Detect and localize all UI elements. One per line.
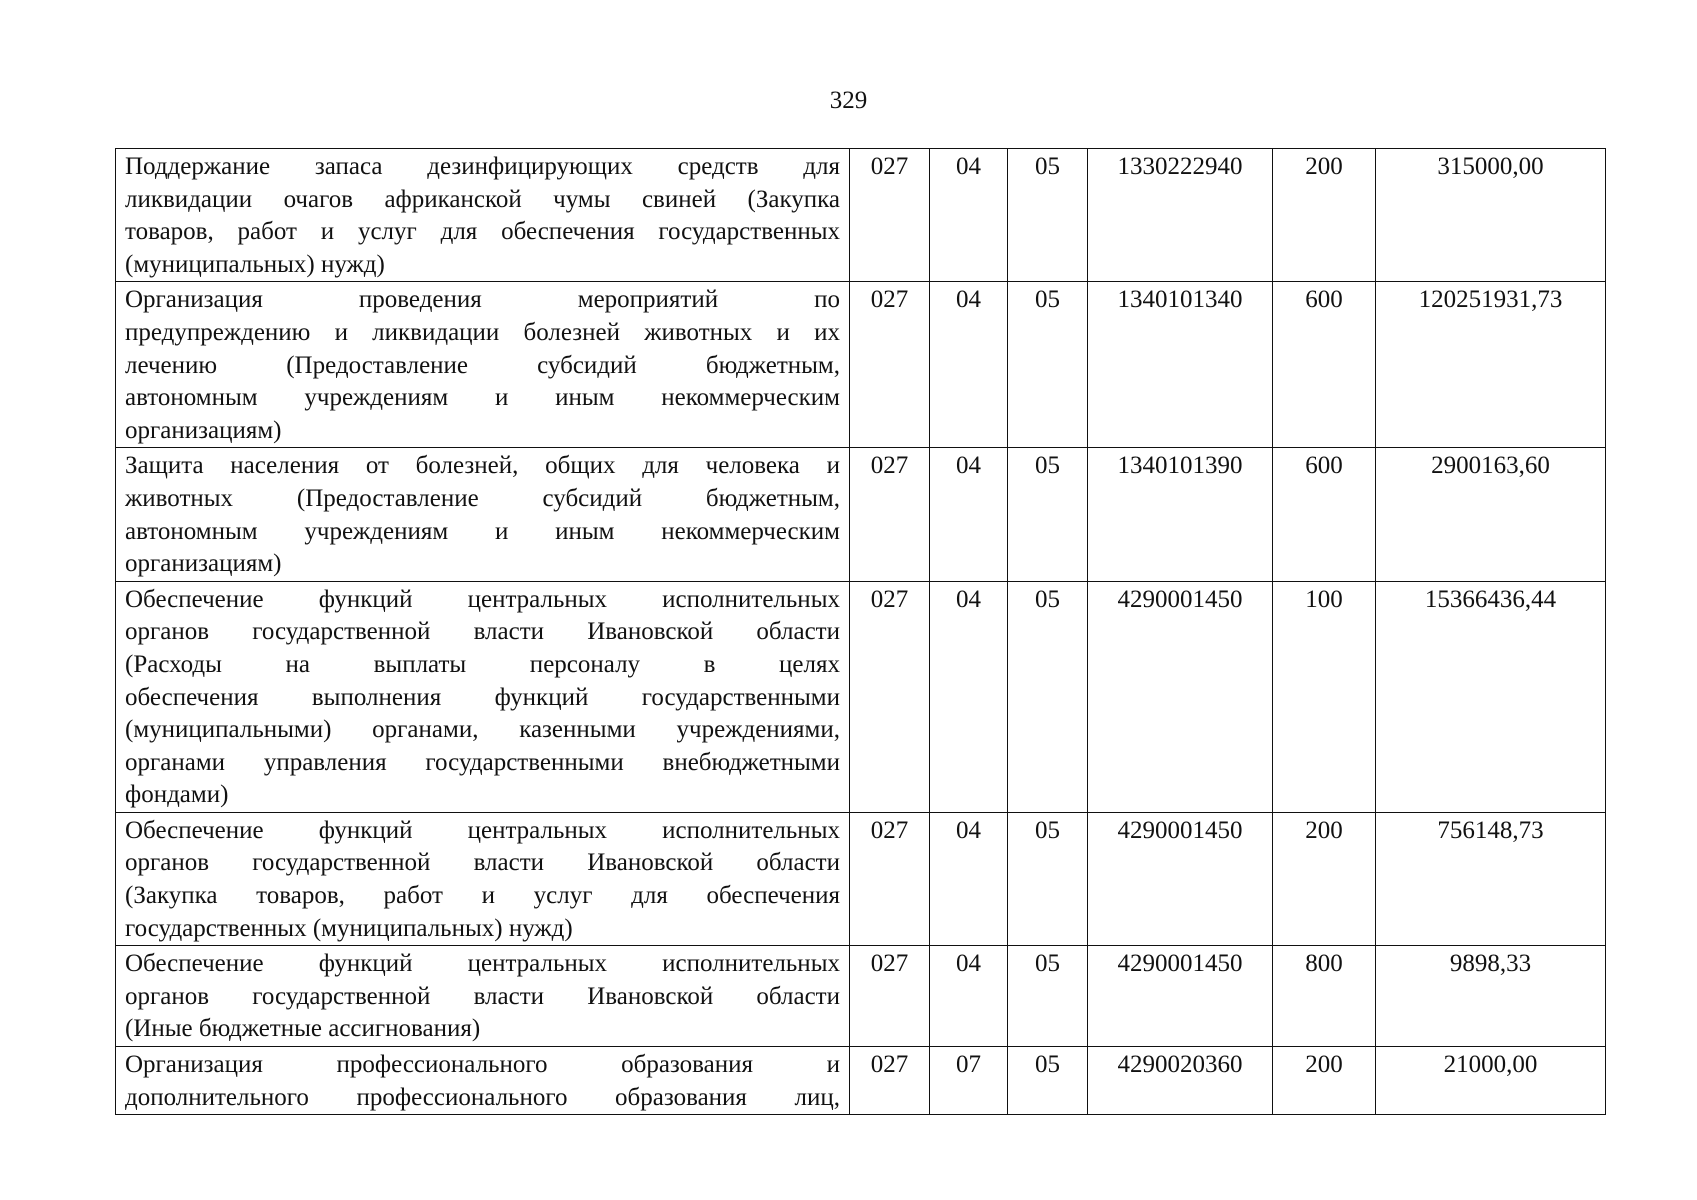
subsection-code-cell: 05 <box>1008 946 1088 1047</box>
amount-cell: 2900163,60 <box>1376 448 1606 581</box>
description-line: предупреждению и ликвидации болезней животных и их <box>125 318 840 346</box>
ministry-code-cell: 027 <box>850 448 930 581</box>
section-code-cell: 04 <box>930 946 1008 1047</box>
description-line: Организация профессионального образования и <box>125 1051 840 1079</box>
amount-cell: 15366436,44 <box>1376 581 1606 812</box>
description-line: (Иные бюджетные ассигнования) <box>125 1015 481 1043</box>
description-line: лечению (Предоставление субсидий бюджетным, <box>125 351 840 379</box>
target-article-cell: 4290020360 <box>1088 1047 1273 1115</box>
target-article-cell: 1340101390 <box>1088 448 1273 581</box>
description-line: Поддержание запаса дезинфицирующих средств для <box>125 153 840 180</box>
ministry-code-cell: 027 <box>850 812 930 945</box>
amount-cell: 120251931,73 <box>1376 282 1606 448</box>
table-row <box>116 1047 1606 1115</box>
ministry-code-cell: 027 <box>850 1047 930 1115</box>
target-article-cell: 1340101340 <box>1088 282 1273 448</box>
expense-type-cell: 200 <box>1273 812 1376 945</box>
section-code-cell: 04 <box>930 581 1008 812</box>
subsection-code-cell: 05 <box>1008 1047 1088 1115</box>
subsection-code-cell: 05 <box>1008 812 1088 945</box>
description-line: товаров, работ и услуг для обеспечения государственных <box>125 218 840 246</box>
budget-table <box>115 148 1606 1115</box>
description-line: органов государственной власти Ивановской области <box>125 849 840 877</box>
description-line: Обеспечение функций центральных исполнительных <box>125 950 840 978</box>
description-line: Организация проведения мероприятий по <box>125 286 840 314</box>
description-line: фондами) <box>125 781 229 809</box>
description-cell <box>116 448 850 581</box>
ministry-code-cell: 027 <box>850 946 930 1047</box>
description-line: организациям) <box>125 416 282 444</box>
subsection-code-cell: 05 <box>1008 282 1088 448</box>
subsection-code-cell: 05 <box>1008 149 1088 282</box>
target-article-cell: 4290001450 <box>1088 581 1273 812</box>
description-line: (Закупка товаров, работ и услуг для обеспечения <box>125 882 840 910</box>
ministry-code-cell: 027 <box>850 282 930 448</box>
description-cell <box>116 581 850 812</box>
table-row <box>116 581 1606 812</box>
description-line: Защита населения от болезней, общих для человека и <box>125 452 840 480</box>
expense-type-cell: 600 <box>1273 282 1376 448</box>
description-line: обеспечения выполнения функций государственными <box>125 683 840 711</box>
description-line: Обеспечение функций центральных исполнительных <box>125 816 840 844</box>
description-line: (муниципальными) органами, казенными учреждениями, <box>125 716 840 744</box>
description-line: дополнительного профессионального образования лиц, <box>125 1083 840 1111</box>
subsection-code-cell: 05 <box>1008 448 1088 581</box>
description-line: (Расходы на выплаты персоналу в целях <box>125 650 840 678</box>
description-line: автономным учреждениям и иным некоммерческим <box>125 384 840 412</box>
description-cell <box>116 946 850 1047</box>
description-line: животных (Предоставление субсидий бюджетным, <box>125 484 840 512</box>
amount-cell: 9898,33 <box>1376 946 1606 1047</box>
description-cell <box>116 149 850 282</box>
description-line: государственных (муниципальных) нужд) <box>125 914 573 942</box>
target-article-cell: 1330222940 <box>1088 149 1273 282</box>
page-number: 329 <box>829 87 868 114</box>
description-line: ликвидации очагов африканской чумы свиней (Закупка <box>125 185 840 213</box>
table-row <box>116 282 1606 448</box>
description-line: Обеспечение функций центральных исполнительных <box>125 585 840 613</box>
description-line: (муниципальных) нужд) <box>125 250 385 278</box>
section-code-cell: 04 <box>930 282 1008 448</box>
amount-cell: 21000,00 <box>1376 1047 1606 1115</box>
description-line: органов государственной власти Ивановской области <box>125 618 840 646</box>
ministry-code-cell: 027 <box>850 581 930 812</box>
description-cell <box>116 1047 850 1115</box>
description-line: организациям) <box>125 550 282 578</box>
table-row <box>116 812 1606 945</box>
description-line: автономным учреждениям и иным некоммерческим <box>125 517 840 545</box>
description-cell <box>116 812 850 945</box>
expense-type-cell: 800 <box>1273 946 1376 1047</box>
table-body <box>116 149 1606 1115</box>
target-article-cell: 4290001450 <box>1088 946 1273 1047</box>
expense-type-cell: 100 <box>1273 581 1376 812</box>
table-row <box>116 149 1606 282</box>
ministry-code-cell: 027 <box>850 149 930 282</box>
table-row <box>116 946 1606 1047</box>
amount-cell: 315000,00 <box>1376 149 1606 282</box>
expense-type-cell: 200 <box>1273 149 1376 282</box>
subsection-code-cell: 05 <box>1008 581 1088 812</box>
expense-type-cell: 200 <box>1273 1047 1376 1115</box>
section-code-cell: 04 <box>930 448 1008 581</box>
section-code-cell: 04 <box>930 149 1008 282</box>
target-article-cell: 4290001450 <box>1088 812 1273 945</box>
expense-type-cell: 600 <box>1273 448 1376 581</box>
description-line: органами управления государственными внебюджетными <box>125 748 840 776</box>
section-code-cell: 04 <box>930 812 1008 945</box>
section-code-cell: 07 <box>930 1047 1008 1115</box>
description-cell <box>116 282 850 448</box>
table-row <box>116 448 1606 581</box>
description-line: органов государственной власти Ивановской области <box>125 982 840 1010</box>
amount-cell: 756148,73 <box>1376 812 1606 945</box>
